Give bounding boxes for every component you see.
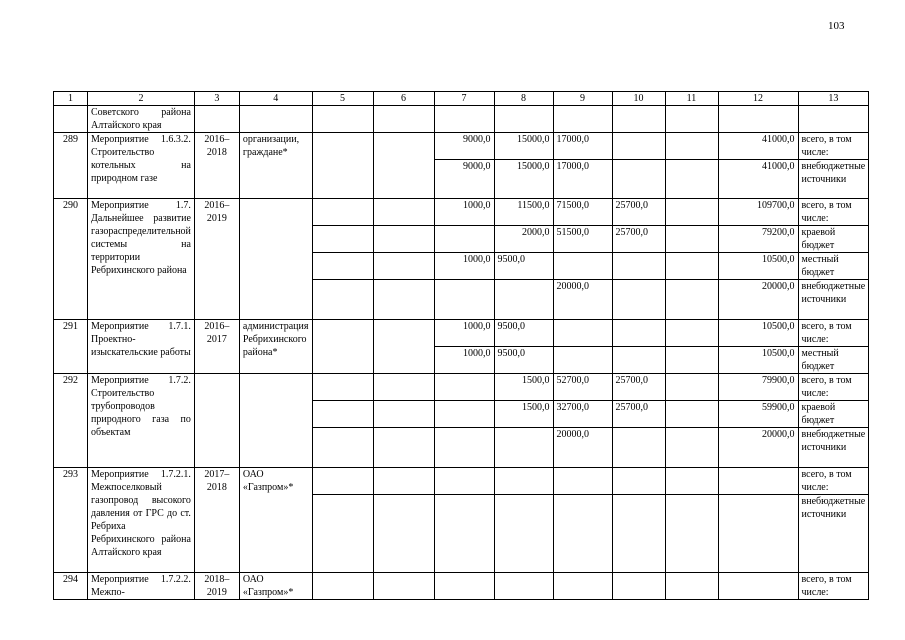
value-cell: 1000,0 <box>434 320 494 347</box>
source-cell: внебюджетные источники <box>798 428 869 468</box>
source-cell: всего, в том числе: <box>798 573 869 600</box>
value-cell: 1000,0 <box>434 253 494 280</box>
source-cell: всего, в том числе: <box>798 468 869 495</box>
value-cell: 11500,0 <box>494 199 553 226</box>
column-header: 11 <box>665 92 718 106</box>
total-cell: 59900,0 <box>718 401 798 428</box>
executor: ОАО «Газпром»* <box>239 573 312 600</box>
value-cell: 32700,0 <box>553 401 612 428</box>
program-table <box>53 91 869 600</box>
value-cell: 25700,0 <box>612 401 665 428</box>
value-cell: 9000,0 <box>434 160 494 199</box>
value-cell: 25700,0 <box>612 226 665 253</box>
value-cell: 1000,0 <box>434 199 494 226</box>
value-cell: 9500,0 <box>494 253 553 280</box>
column-header: 13 <box>798 92 869 106</box>
value-cell: 17000,0 <box>553 160 612 199</box>
measure-name: Мероприятие 1.7.2. Строительство трубопроводов природного газа по объектам <box>88 374 195 468</box>
table-row <box>54 468 869 495</box>
executor: ОАО «Газпром»* <box>239 468 312 573</box>
column-header: 3 <box>194 92 239 106</box>
table-row <box>54 320 869 347</box>
source-cell: местный бюджет <box>798 253 869 280</box>
total-cell: 41000,0 <box>718 133 798 160</box>
total-cell: 79200,0 <box>718 226 798 253</box>
total-cell: 109700,0 <box>718 199 798 226</box>
column-header: 9 <box>553 92 612 106</box>
value-cell: 9500,0 <box>494 320 553 347</box>
measure-name: Мероприятие 1.7. Дальнейшее развитие газораспределительной системы на территории Ребрихинского района <box>88 199 195 320</box>
column-header: 8 <box>494 92 553 106</box>
value-cell: 25700,0 <box>612 374 665 401</box>
row-number: 294 <box>54 573 88 600</box>
total-cell: 41000,0 <box>718 160 798 199</box>
column-header: 1 <box>54 92 88 106</box>
period: 2016–2018 <box>194 133 239 199</box>
total-cell: 20000,0 <box>718 280 798 320</box>
table-row <box>54 374 869 401</box>
row-number: 289 <box>54 133 88 199</box>
row-number: 293 <box>54 468 88 573</box>
row-number: 292 <box>54 374 88 468</box>
value-cell: 2000,0 <box>494 226 553 253</box>
value-cell: 20000,0 <box>553 280 612 320</box>
value-cell: 17000,0 <box>553 133 612 160</box>
measure-name: Советского района Алтайского края <box>88 106 195 133</box>
source-cell: всего, в том числе: <box>798 133 869 160</box>
value-cell: 9500,0 <box>494 347 553 374</box>
value-cell: 15000,0 <box>494 133 553 160</box>
measure-name: Мероприятие 1.7.2.2. Межпо- <box>88 573 195 600</box>
source-cell: всего, в том числе: <box>798 374 869 401</box>
page-number: 103 <box>828 20 845 32</box>
column-header: 5 <box>312 92 373 106</box>
source-cell: краевой бюджет <box>798 401 869 428</box>
measure-name: Мероприятие 1.7.2.1. Межпоселковый газопровод высокого давления от ГРС до ст. Ребриха Ребрихинского района Алтайского края <box>88 468 195 573</box>
table-row <box>54 106 869 133</box>
row-number: 290 <box>54 199 88 320</box>
source-cell: внебюджетные источники <box>798 495 869 573</box>
executor: администрация Ребрихинского района* <box>239 320 312 374</box>
period: 2017–2018 <box>194 468 239 573</box>
value-cell: 1000,0 <box>434 347 494 374</box>
period: 2018–2019 <box>194 573 239 600</box>
column-header: 12 <box>718 92 798 106</box>
source-cell: всего, в том числе: <box>798 199 869 226</box>
row-number: 291 <box>54 320 88 374</box>
value-cell: 52700,0 <box>553 374 612 401</box>
period: 2016–2019 <box>194 199 239 320</box>
total-cell: 10500,0 <box>718 320 798 347</box>
column-header: 10 <box>612 92 665 106</box>
source-cell: внебюджетные источники <box>798 160 869 199</box>
column-header: 4 <box>239 92 312 106</box>
table-row <box>54 573 869 600</box>
value-cell: 20000,0 <box>553 428 612 468</box>
value-cell: 71500,0 <box>553 199 612 226</box>
table-row <box>54 133 869 160</box>
source-cell: всего, в том числе: <box>798 320 869 347</box>
value-cell: 51500,0 <box>553 226 612 253</box>
column-header: 2 <box>88 92 195 106</box>
total-cell: 20000,0 <box>718 428 798 468</box>
value-cell: 1500,0 <box>494 401 553 428</box>
column-header: 6 <box>373 92 434 106</box>
executor: организации, граждане* <box>239 133 312 199</box>
value-cell: 25700,0 <box>612 199 665 226</box>
value-cell: 1500,0 <box>494 374 553 401</box>
source-cell: краевой бюджет <box>798 226 869 253</box>
table-row <box>54 199 869 226</box>
header-row <box>54 92 869 106</box>
period: 2016–2017 <box>194 320 239 374</box>
total-cell: 10500,0 <box>718 253 798 280</box>
source-cell: внебюджетные источники <box>798 280 869 320</box>
total-cell: 10500,0 <box>718 347 798 374</box>
value-cell: 9000,0 <box>434 133 494 160</box>
value-cell: 15000,0 <box>494 160 553 199</box>
measure-name: Мероприятие 1.6.3.2. Строительство котельных на природном газе <box>88 133 195 199</box>
total-cell: 79900,0 <box>718 374 798 401</box>
source-cell: местный бюджет <box>798 347 869 374</box>
column-header: 7 <box>434 92 494 106</box>
measure-name: Мероприятие 1.7.1. Проектно-изыскательские работы <box>88 320 195 374</box>
